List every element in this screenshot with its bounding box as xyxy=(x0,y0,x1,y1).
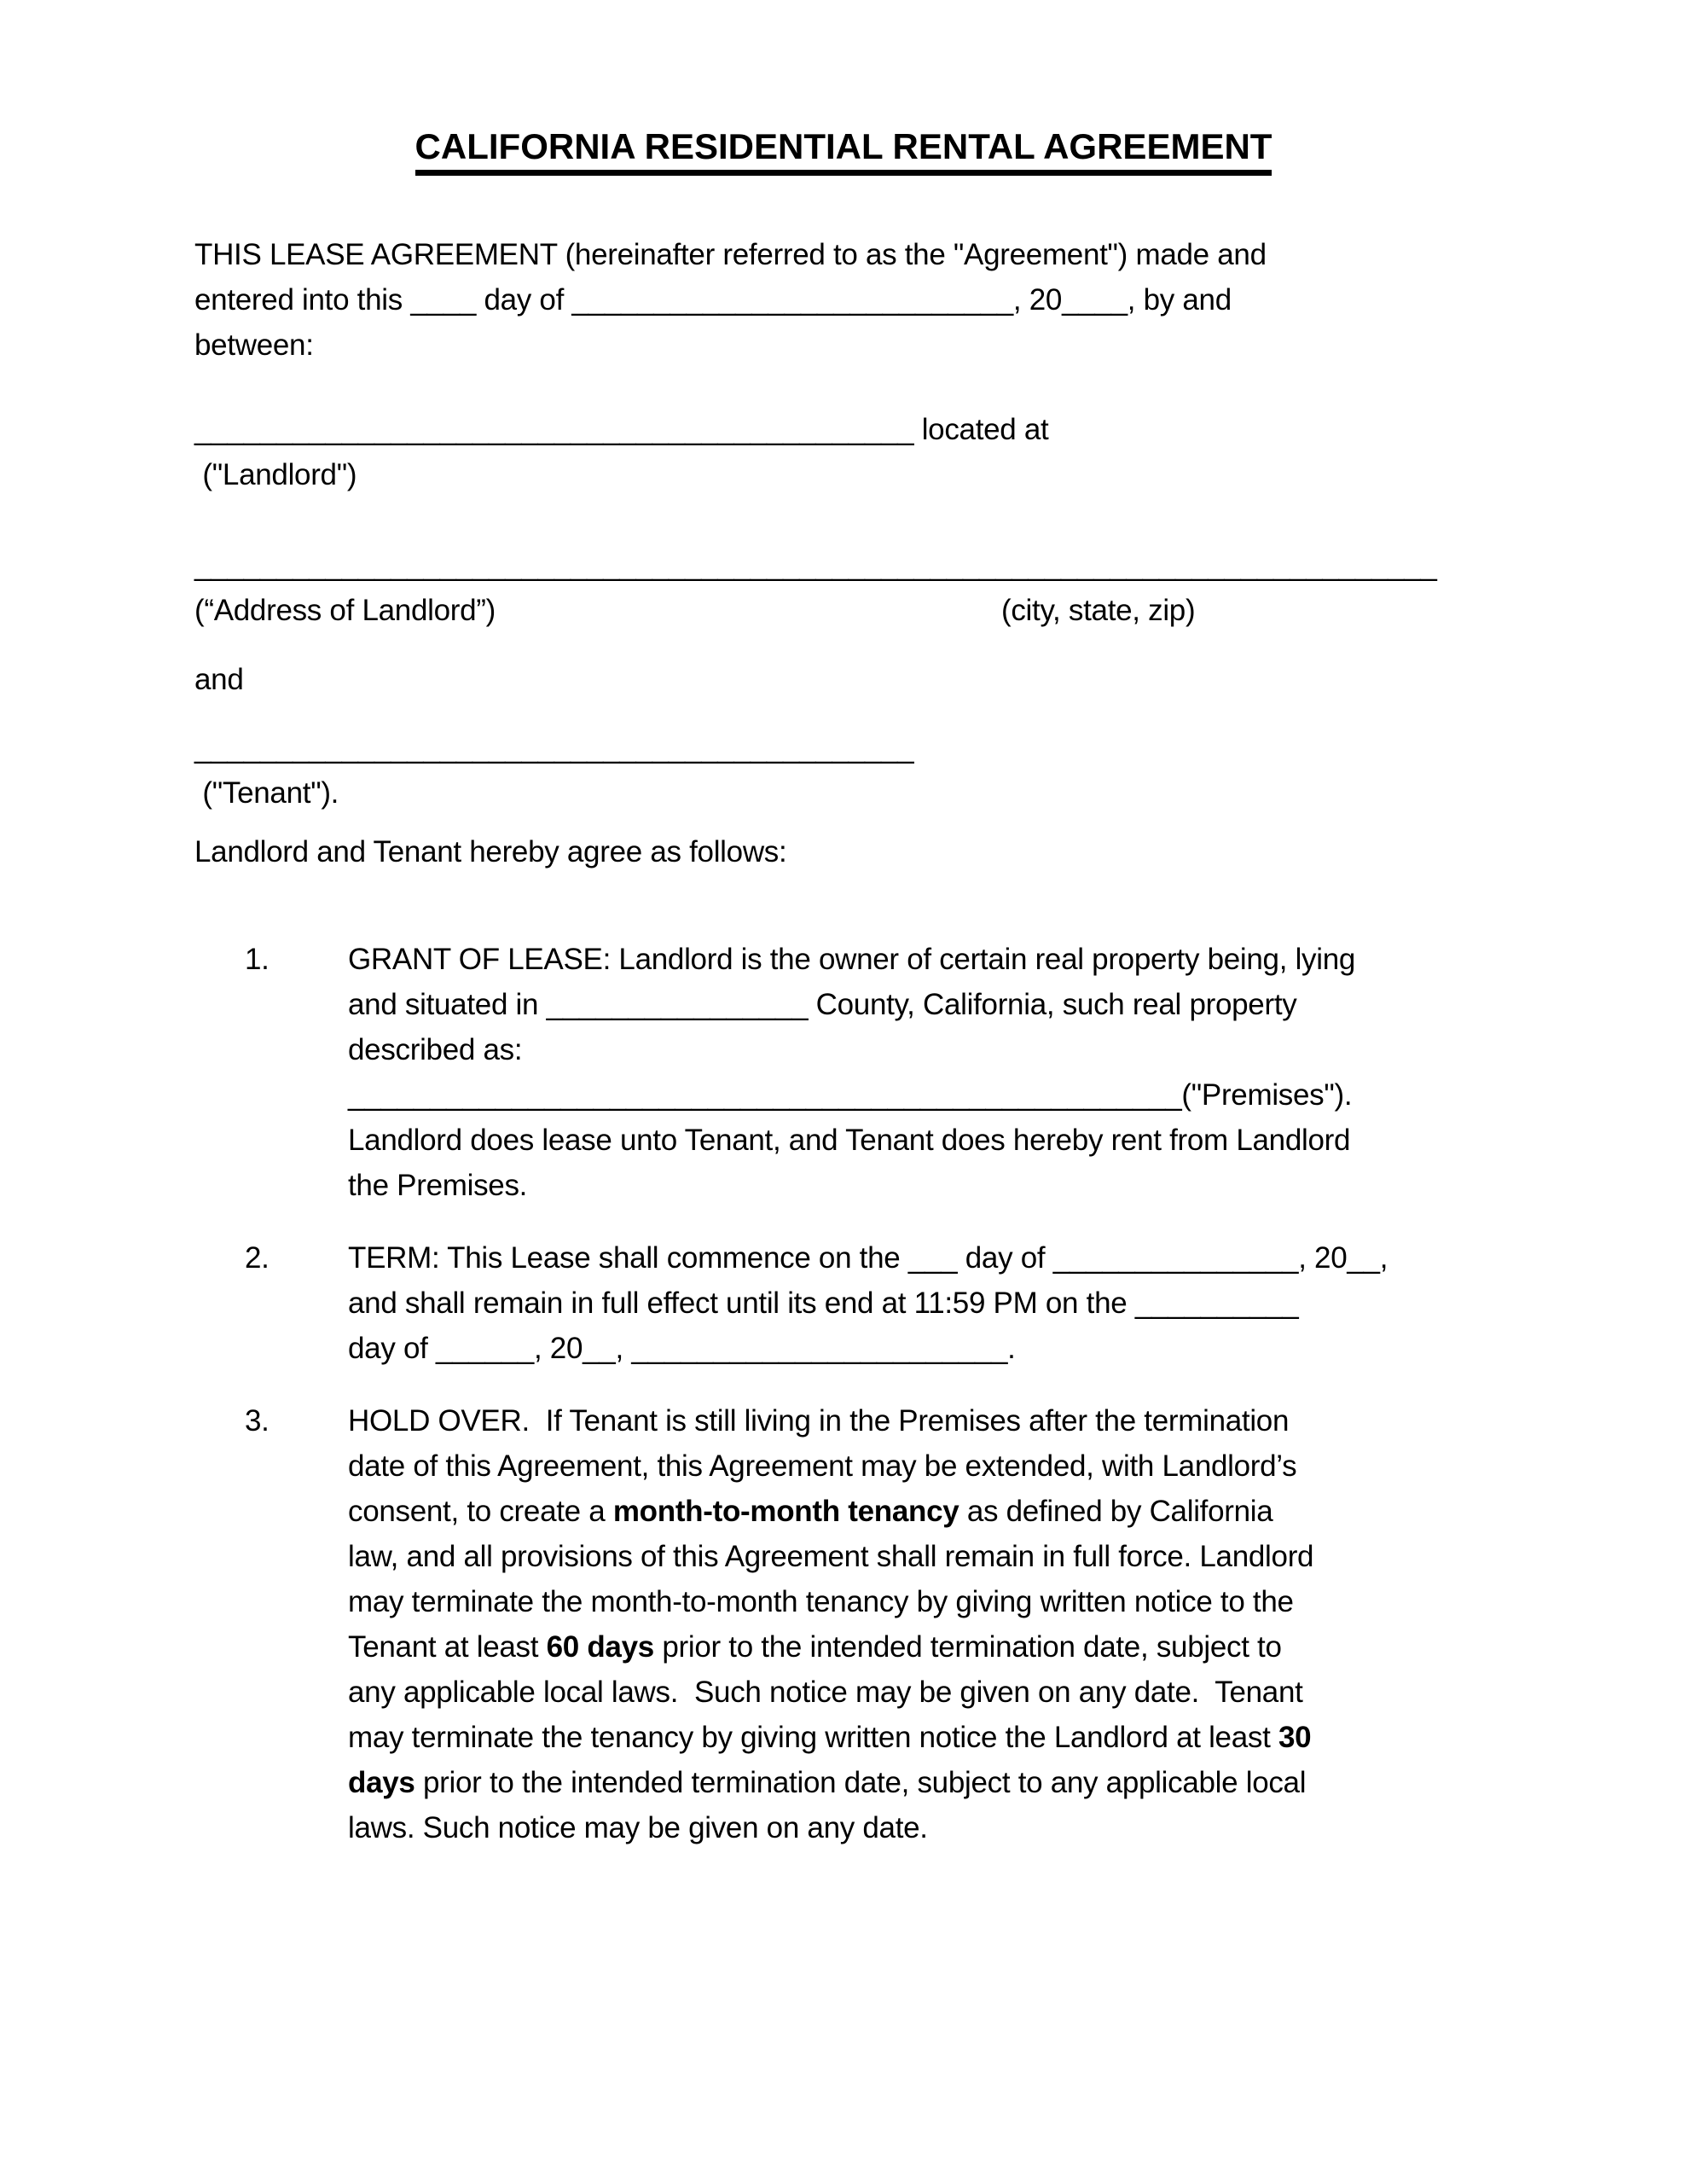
text-line: between: xyxy=(194,328,314,362)
landlord-name-blank: ____________________________________________ xyxy=(194,413,914,446)
tenant-name-blank: ____________________________________________ xyxy=(194,731,914,764)
located-at-label: located at xyxy=(913,413,1049,446)
landlord-label: ("Landlord") xyxy=(194,458,357,491)
text-line: laws. Such notice may be given on any date. xyxy=(348,1811,928,1844)
clause-grant-of-lease xyxy=(245,937,1687,1208)
text-line: the Premises. xyxy=(348,1169,528,1202)
clause-hold-over xyxy=(245,1398,1687,1850)
text-line: Tenant at least 60 days prior to the intended termination date, subject to xyxy=(348,1630,1282,1664)
text-line: GRANT OF LEASE: Landlord is the owner of certain real property being, lying xyxy=(348,943,1356,976)
landlord-address-blank: ____________________________________________________________________________ xyxy=(194,549,1437,582)
text-line: and shall remain in full effect until its end at 11:59 PM on the __________ xyxy=(348,1287,1299,1320)
text-line: law, and all provisions of this Agreement shall remain in full force. Landlord xyxy=(348,1540,1314,1573)
text-line: entered into this ____ day of ___________________________, 20____, by and xyxy=(194,283,1232,317)
text-line: may terminate the month-to-month tenancy by giving written notice to the xyxy=(348,1585,1294,1618)
clause-number: 2. xyxy=(245,1241,270,1275)
text-line: and situated in ________________ County, California, such real property xyxy=(348,988,1297,1021)
text-line: consent, to create a month-to-month tenancy as defined by California xyxy=(348,1495,1273,1528)
text-line: may terminate the tenancy by giving written notice the Landlord at least 30 xyxy=(348,1721,1312,1754)
document-title: CALIFORNIA RESIDENTIAL RENTAL AGREEMENT xyxy=(415,126,1272,176)
text-line: any applicable local laws. Such notice may be given on any date. Tenant xyxy=(348,1676,1303,1709)
tenant-label: ("Tenant"). xyxy=(194,776,339,810)
text-line: day of ______, 20__, _______________________. xyxy=(348,1332,1016,1365)
agreement-lead-in: Landlord and Tenant hereby agree as follows: xyxy=(194,835,787,868)
landlord-name-line xyxy=(194,407,1687,452)
clause-number: 1. xyxy=(245,943,270,976)
and-connector: and xyxy=(194,663,244,696)
clause-text xyxy=(348,1235,1687,1371)
title-row xyxy=(0,0,1687,176)
clause-text xyxy=(348,1398,1687,1850)
address-labels-row xyxy=(194,588,1687,633)
city-state-zip-label: (city, state, zip) xyxy=(1001,594,1196,627)
text-line: THIS LEASE AGREEMENT (hereinafter referred to as the "Agreement") made and xyxy=(194,238,1267,271)
text-line: date of this Agreement, this Agreement may be extended, with Landlord’s xyxy=(348,1449,1297,1483)
intro-paragraph xyxy=(194,232,1687,368)
text-line: described as: xyxy=(348,1033,523,1066)
text-line: HOLD OVER. If Tenant is still living in the Premises after the termination xyxy=(348,1404,1290,1438)
text-line: Landlord does lease unto Tenant, and Tenant does hereby rent from Landlord xyxy=(348,1124,1351,1157)
text-line: ___________________________________________________("Premises"). xyxy=(348,1078,1353,1112)
address-of-landlord-label: (“Address of Landlord”) xyxy=(194,594,496,627)
clause-term xyxy=(245,1235,1687,1371)
clause-text xyxy=(348,937,1687,1208)
text-line: TERM: This Lease shall commence on the ___ day of _______________, 20__, xyxy=(348,1241,1388,1275)
text-line: days prior to the intended termination date, subject to any applicable local xyxy=(348,1766,1307,1799)
clause-number: 3. xyxy=(245,1404,270,1438)
